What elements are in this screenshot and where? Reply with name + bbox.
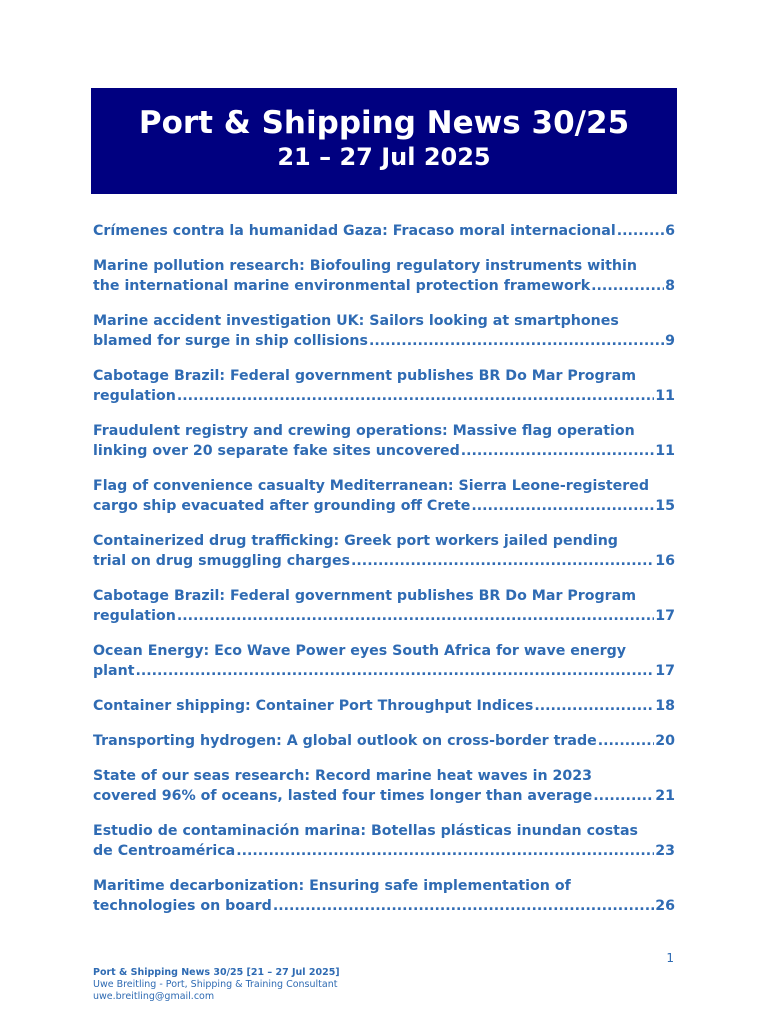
toc-entry-last-line bbox=[93, 331, 675, 351]
toc-entry[interactable] bbox=[93, 766, 675, 806]
toc-entry-last-line bbox=[93, 221, 675, 241]
toc-entry-title-line: Transporting hydrogen: A global outlook on cross-border trade bbox=[93, 733, 597, 749]
toc-entry-last-line bbox=[93, 786, 675, 806]
toc-leader-dots bbox=[534, 696, 654, 716]
toc-entry-last-line bbox=[93, 606, 675, 626]
toc-entry[interactable] bbox=[93, 421, 675, 461]
footer-email: uwe.breitling@gmail.com bbox=[93, 991, 215, 1002]
toc-page-number: 9 bbox=[665, 333, 675, 349]
toc-page-number: 15 bbox=[655, 498, 675, 514]
toc-entry-title-line: Maritime decarbonization: Ensuring safe implementation of bbox=[93, 878, 571, 894]
toc-entry-title-line: Cabotage Brazil: Federal government publishes BR Do Mar Program bbox=[93, 588, 637, 604]
toc-entry-title-line: Cabotage Brazil: Federal government publishes BR Do Mar Program bbox=[93, 368, 637, 384]
toc-entry-title-line: trial on drug smuggling charges bbox=[93, 553, 351, 569]
toc-entry-title-line: Containerized drug trafficking: Greek port workers jailed pending bbox=[93, 533, 618, 549]
toc-entry[interactable] bbox=[93, 476, 675, 516]
table-of-contents bbox=[93, 221, 675, 931]
toc-leader-dots bbox=[471, 496, 654, 516]
toc-page-number: 20 bbox=[655, 733, 675, 749]
toc-page-number: 21 bbox=[655, 788, 675, 804]
toc-entry-title-line: regulation bbox=[93, 608, 176, 624]
toc-leader-dots bbox=[591, 276, 664, 296]
toc-page-number: 11 bbox=[655, 388, 675, 404]
toc-leader-dots bbox=[617, 221, 664, 241]
toc-page-number: 17 bbox=[655, 608, 675, 624]
toc-entry-last-line bbox=[93, 661, 675, 681]
toc-entry-last-line bbox=[93, 386, 675, 406]
toc-entry-title-line: linking over 20 separate fake sites uncovered bbox=[93, 443, 460, 459]
title-banner bbox=[91, 88, 677, 194]
toc-page-number: 26 bbox=[655, 898, 675, 914]
toc-leader-dots bbox=[135, 661, 654, 681]
toc-leader-dots bbox=[236, 841, 654, 861]
toc-page-number: 17 bbox=[655, 663, 675, 679]
toc-entry-last-line bbox=[93, 841, 675, 861]
toc-entry[interactable] bbox=[93, 731, 675, 751]
toc-entry-title-line: the international marine environmental protection framework bbox=[93, 278, 591, 294]
toc-entry-title-line: Container shipping: Container Port Throughput Indices bbox=[93, 698, 534, 714]
toc-entry-title-line: plant bbox=[93, 663, 135, 679]
toc-entry[interactable] bbox=[93, 641, 675, 681]
toc-entry-last-line bbox=[93, 551, 675, 571]
toc-page-number: 16 bbox=[655, 553, 675, 569]
footer-author: Uwe Breitling - Port, Shipping & Training Consultant bbox=[93, 979, 338, 990]
toc-entry[interactable] bbox=[93, 586, 675, 626]
toc-entry[interactable] bbox=[93, 876, 675, 916]
toc-entry-title-line: de Centroamérica bbox=[93, 843, 236, 859]
toc-entry-title-line: technologies on board bbox=[93, 898, 272, 914]
toc-page-number: 18 bbox=[655, 698, 675, 714]
toc-entry[interactable] bbox=[93, 311, 675, 351]
toc-entry-title-line: Marine accident investigation UK: Sailors looking at smartphones bbox=[93, 313, 619, 329]
footer-title: Port & Shipping News 30/25 [21 – 27 Jul 2025] bbox=[93, 967, 340, 978]
toc-entry-title-line: regulation bbox=[93, 388, 176, 404]
toc-entry-title-line: Estudio de contaminación marina: Botellas plásticas inundan costas bbox=[93, 823, 638, 839]
toc-entry-last-line bbox=[93, 731, 675, 751]
document-date-range: 21 – 27 Jul 2025 bbox=[277, 143, 491, 171]
toc-leader-dots bbox=[273, 896, 654, 916]
toc-entry-title-line: blamed for surge in ship collisions bbox=[93, 333, 368, 349]
page-number: 1 bbox=[666, 951, 674, 965]
toc-entry-last-line bbox=[93, 496, 675, 516]
toc-page-number: 6 bbox=[665, 223, 675, 239]
toc-page-number: 8 bbox=[665, 278, 675, 294]
toc-page-number: 23 bbox=[655, 843, 675, 859]
toc-entry[interactable] bbox=[93, 256, 675, 296]
toc-entry[interactable] bbox=[93, 221, 675, 241]
toc-entry[interactable] bbox=[93, 531, 675, 571]
toc-entry-title-line: Ocean Energy: Eco Wave Power eyes South Africa for wave energy bbox=[93, 643, 627, 659]
toc-leader-dots bbox=[369, 331, 664, 351]
toc-entry-last-line bbox=[93, 276, 675, 296]
toc-leader-dots bbox=[461, 441, 655, 461]
toc-leader-dots bbox=[177, 606, 654, 626]
toc-entry-title-line: Flag of convenience casualty Mediterranean: Sierra Leone-registered bbox=[93, 478, 650, 494]
toc-entry-title-line: Fraudulent registry and crewing operations: Massive flag operation bbox=[93, 423, 635, 439]
toc-entry-title-line: covered 96% of oceans, lasted four times longer than average bbox=[93, 788, 593, 804]
footer bbox=[93, 967, 340, 1003]
toc-entry-title-line: cargo ship evacuated after grounding off Crete bbox=[93, 498, 471, 514]
toc-leader-dots bbox=[598, 731, 654, 751]
toc-leader-dots bbox=[177, 386, 654, 406]
toc-entry-title-line: State of our seas research: Record marine heat waves in 2023 bbox=[93, 768, 592, 784]
document-title: Port & Shipping News 30/25 bbox=[138, 105, 630, 141]
toc-entry-title-line: Marine pollution research: Biofouling regulatory instruments within bbox=[93, 258, 637, 274]
toc-entry[interactable] bbox=[93, 696, 675, 716]
toc-entry-last-line bbox=[93, 441, 675, 461]
toc-page-number: 11 bbox=[655, 443, 675, 459]
toc-entry[interactable] bbox=[93, 821, 675, 861]
toc-entry-last-line bbox=[93, 896, 675, 916]
toc-entry-last-line bbox=[93, 696, 675, 716]
toc-entry[interactable] bbox=[93, 366, 675, 406]
toc-leader-dots bbox=[593, 786, 654, 806]
toc-entry-title-line: Crímenes contra la humanidad Gaza: Fracaso moral internacional bbox=[93, 223, 616, 239]
toc-leader-dots bbox=[351, 551, 654, 571]
